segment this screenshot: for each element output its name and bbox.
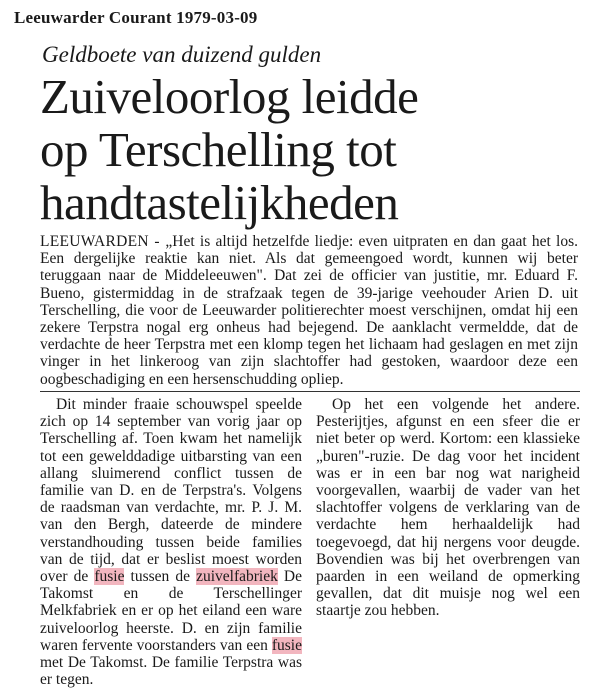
headline-line: op Terschelling tot (40, 122, 397, 177)
body-text: De Takomst en de Terschellinger Melkfabriek en er op het eiland een ware zuiveloorlog heerste. D. en zijn familie waren fervente voorstanders van een (40, 568, 302, 654)
headline-line: Zuiveloorlog leidde (40, 69, 419, 124)
body-text: tussen de (124, 568, 197, 586)
article-column-right: Op het een volgende het andere. Pesterijtjes, afgunst en een sfeer die er niet beter op werd. Kortom: een klassieke „buren"-ruzie. De dag voor het incident was er in een bar nog wat narigheid voorgevallen, waarbij de vader van het slachtoffer volgens de verklaring van de verdachte hem herhaaldelijk had toegevoegd, dat hij nergens voor deugde. Bovendien was bij het overbrengen van paarden in een weiland de opmerking gevallen, dat dit muisje nog wel een staartje zou hebben. (316, 396, 580, 620)
newspaper-source: Leeuwarder Courant 1979-03-09 (14, 8, 258, 27)
dateline: LEEUWARDEN - (40, 233, 166, 250)
article-column-left (40, 396, 302, 688)
column-divider (40, 391, 580, 392)
body-text: Dit minder fraaie schouwspel speelde zich op 14 september van vorig jaar op Terschelling af. Toen kwam het namelijk tot een gewelddadige uitbarsting van een allang sluimerend conflict tussen de familie van D. en de Terpstra's. Volgens de raadsman van verdachte, mr. P. J. M. van den Bergh, dateerde de mindere verstandhouding tussen beide families van de tijd, dat er beslist moest worden over de (40, 396, 302, 586)
highlight-term: zuivelfabriek (196, 568, 278, 586)
highlight-term: fusie (271, 636, 302, 654)
headline-line: handtastelijkheden (40, 175, 399, 230)
article-lead (40, 233, 578, 388)
body-text: met De Takomst. De familie Terpstra was er tegen. (40, 654, 302, 688)
lead-text: „Het is altijd hetzelfde liedje: even uitpraten en dan gaat het los. Een dergelijke reaktie kan niet. Als dat gemeengoed wordt, kunnen wij beter teruggaan naar de Middeleeuwen". Dat zei de officier van justitie, mr. Eduard F. Bueno, gistermiddag in de strafzaak tegen de 39-jarige veehouder Arien D. uit Terschelling, die voor de Leeuwarder politierechter moest verschijnen, omdat hij een zekere Terpstra nogal erg onheus had bejegend. De aanklacht vermeldde, dat de verdachte de heer Terpstra met een klomp tegen het lichaam had geslagen en met zijn vinger in het linkeroog van zijn slachtoffer had gestoken, waardoor deze een oogbeschadiging en een hersenschudding opliep. (40, 233, 578, 388)
highlight-term: fusie (94, 568, 125, 586)
article-kicker: Geldboete van duizend gulden (42, 42, 322, 67)
article-headline (40, 70, 560, 229)
